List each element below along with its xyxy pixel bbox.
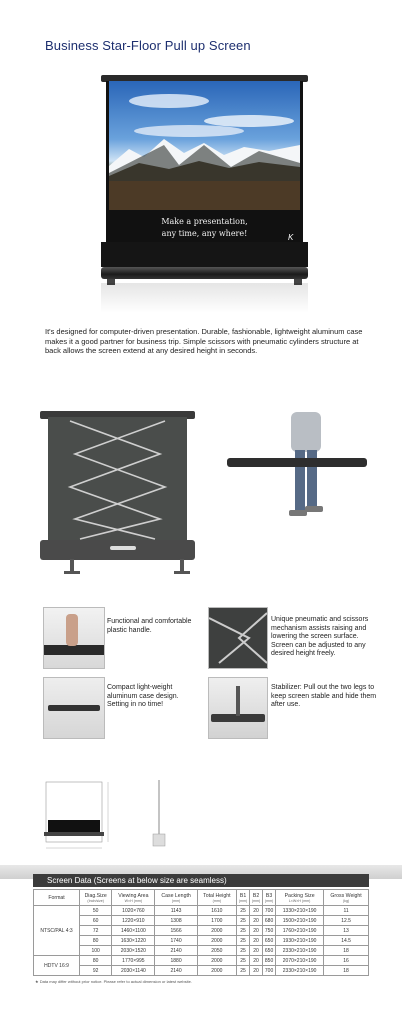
table-cell: 18 bbox=[324, 946, 369, 956]
header-viewing-area: Viewing Area W×H (mm) bbox=[112, 890, 155, 906]
table-cell: 850 bbox=[263, 956, 276, 966]
table-cell: 2140 bbox=[155, 966, 197, 976]
stabilizer-photo bbox=[208, 677, 268, 739]
table-cell: 2000 bbox=[197, 926, 236, 936]
table-cell: 92 bbox=[80, 966, 112, 976]
table-header-row bbox=[34, 890, 369, 906]
header-total-height: Total Height (mm) bbox=[197, 890, 236, 906]
table-cell: 25 bbox=[237, 906, 250, 916]
screen-slogan-line2: any time, any where! bbox=[161, 229, 248, 238]
scissors-photo bbox=[208, 607, 268, 669]
table-cell: 20 bbox=[250, 956, 263, 966]
case-photo bbox=[43, 677, 105, 739]
format-ntsc-pal: NTSC/PAL 4:3 bbox=[34, 906, 80, 956]
table-cell: 1500×210×190 bbox=[276, 916, 324, 926]
table-cell: 25 bbox=[237, 946, 250, 956]
table-cell: 2330×210×190 bbox=[276, 966, 324, 976]
header-b3: B3 (mm) bbox=[263, 890, 276, 906]
table-cell: 1630×1220 bbox=[112, 936, 155, 946]
table-cell: 1760×210×190 bbox=[276, 926, 324, 936]
table-row bbox=[34, 966, 369, 976]
table-cell: 2000 bbox=[197, 966, 236, 976]
table-cell: 2030×1520 bbox=[112, 946, 155, 956]
table-cell: 2000 bbox=[197, 936, 236, 946]
table-cell: 72 bbox=[80, 926, 112, 936]
table-cell: 700 bbox=[263, 966, 276, 976]
table-note: ★ Data may differ without prior notice. Please refer to actual dimension or latest website. bbox=[35, 979, 192, 984]
table-cell: 2050 bbox=[197, 946, 236, 956]
table-cell: 14.5 bbox=[324, 936, 369, 946]
table-cell: 60 bbox=[80, 916, 112, 926]
table-row bbox=[34, 916, 369, 926]
table-cell: 20 bbox=[250, 916, 263, 926]
feature-case-caption: Compact light-weight aluminum case design. Setting in no time! bbox=[107, 684, 179, 709]
table-cell: 1566 bbox=[155, 926, 197, 936]
screen-case bbox=[101, 267, 308, 279]
table-cell: 650 bbox=[263, 936, 276, 946]
mountain-landscape-image bbox=[109, 81, 300, 210]
back-view-image bbox=[40, 409, 195, 577]
hero-product-image bbox=[101, 75, 308, 285]
table-cell: 2070×210×190 bbox=[276, 956, 324, 966]
header-format: Format bbox=[34, 890, 80, 906]
table-cell: 2330×210×190 bbox=[276, 946, 324, 956]
handle-photo bbox=[43, 607, 105, 669]
table-cell: 100 bbox=[80, 946, 112, 956]
table-cell: 1740 bbox=[155, 936, 197, 946]
front-dimension-diagram bbox=[38, 778, 110, 852]
table-cell: 25 bbox=[237, 916, 250, 926]
screen-lower-black bbox=[101, 242, 308, 267]
table-cell: 1700 bbox=[197, 916, 236, 926]
table-cell: 700 bbox=[263, 906, 276, 916]
table-row bbox=[34, 946, 369, 956]
table-cell: 2030×1140 bbox=[112, 966, 155, 976]
table-cell: 25 bbox=[237, 926, 250, 936]
table-row bbox=[34, 906, 369, 916]
table-cell: 20 bbox=[250, 966, 263, 976]
product-description: It's designed for computer-driven presentation. Durable, fashionable, lightweight aluminum case makes it a good partner for business trip. Simple scissors with pneumatic cylinders structure at back allows the screen extend at any desired height in seconds. bbox=[45, 327, 363, 356]
table-cell: 20 bbox=[250, 906, 263, 916]
table-cell: 1460×1100 bbox=[112, 926, 155, 936]
table-cell: 11 bbox=[324, 906, 369, 916]
table-cell: 2000 bbox=[197, 956, 236, 966]
table-row bbox=[34, 926, 369, 936]
format-hdtv: HDTV 16:9 bbox=[34, 956, 80, 976]
table-cell: 12.5 bbox=[324, 916, 369, 926]
table-cell: 750 bbox=[263, 926, 276, 936]
header-diag-size: Diag.Size (Inch/size) bbox=[80, 890, 112, 906]
screen-data-table bbox=[33, 889, 369, 976]
feature-stabilizer-caption: Stabilizer: Pull out the two legs to keep screen stable and hide them after use. bbox=[271, 684, 377, 709]
feature-scissors-caption: Unique pneumatic and scissors mechanism assists raising and lowering the screen surface. Screen can be adjusted to any desired height freely. bbox=[271, 616, 369, 658]
table-cell: 1930×210×190 bbox=[276, 936, 324, 946]
table-cell: 20 bbox=[250, 946, 263, 956]
table-cell: 80 bbox=[80, 936, 112, 946]
table-heading: Screen Data (Screens at below size are seamless) bbox=[33, 874, 369, 887]
screen-surface bbox=[106, 81, 303, 242]
screen-slogan-line1: Make a presentation, bbox=[161, 217, 248, 226]
table-cell: 1880 bbox=[155, 956, 197, 966]
table-cell: 680 bbox=[263, 916, 276, 926]
table-cell: 25 bbox=[237, 956, 250, 966]
table-cell: 1143 bbox=[155, 906, 197, 916]
table-cell: 1020×760 bbox=[112, 906, 155, 916]
table-row bbox=[34, 936, 369, 946]
table-cell: 25 bbox=[237, 936, 250, 946]
table-cell: 25 bbox=[237, 966, 250, 976]
side-dimension-diagram bbox=[145, 778, 175, 852]
table-cell: 2140 bbox=[155, 946, 197, 956]
table-cell: 1308 bbox=[155, 916, 197, 926]
table-cell: 80 bbox=[80, 956, 112, 966]
table-cell: 20 bbox=[250, 936, 263, 946]
table-cell: 18 bbox=[324, 966, 369, 976]
brand-logo: K bbox=[288, 233, 294, 242]
header-case-length: Case Length (mm) bbox=[155, 890, 197, 906]
feature-handle-caption: Functional and comfortable plastic handle. bbox=[107, 618, 192, 634]
table-cell: 20 bbox=[250, 926, 263, 936]
header-gross-weight: Gross Weight (kg) bbox=[324, 890, 369, 906]
table-cell: 1220×910 bbox=[112, 916, 155, 926]
table-cell: 16 bbox=[324, 956, 369, 966]
table-cell: 1610 bbox=[197, 906, 236, 916]
header-b1: B1 (mm) bbox=[237, 890, 250, 906]
table-cell: 13 bbox=[324, 926, 369, 936]
table-cell: 650 bbox=[263, 946, 276, 956]
page-title: Business Star-Floor Pull up Screen bbox=[45, 38, 251, 53]
header-packing-size: Packing Size L×W×H (mm) bbox=[276, 890, 324, 906]
table-cell: 1330×210×190 bbox=[276, 906, 324, 916]
table-cell: 1770×995 bbox=[112, 956, 155, 966]
table-row bbox=[34, 956, 369, 966]
carrying-case-image bbox=[225, 410, 370, 525]
header-b2: B2 (mm) bbox=[250, 890, 263, 906]
table-cell: 50 bbox=[80, 906, 112, 916]
hero-reflection bbox=[101, 283, 308, 313]
